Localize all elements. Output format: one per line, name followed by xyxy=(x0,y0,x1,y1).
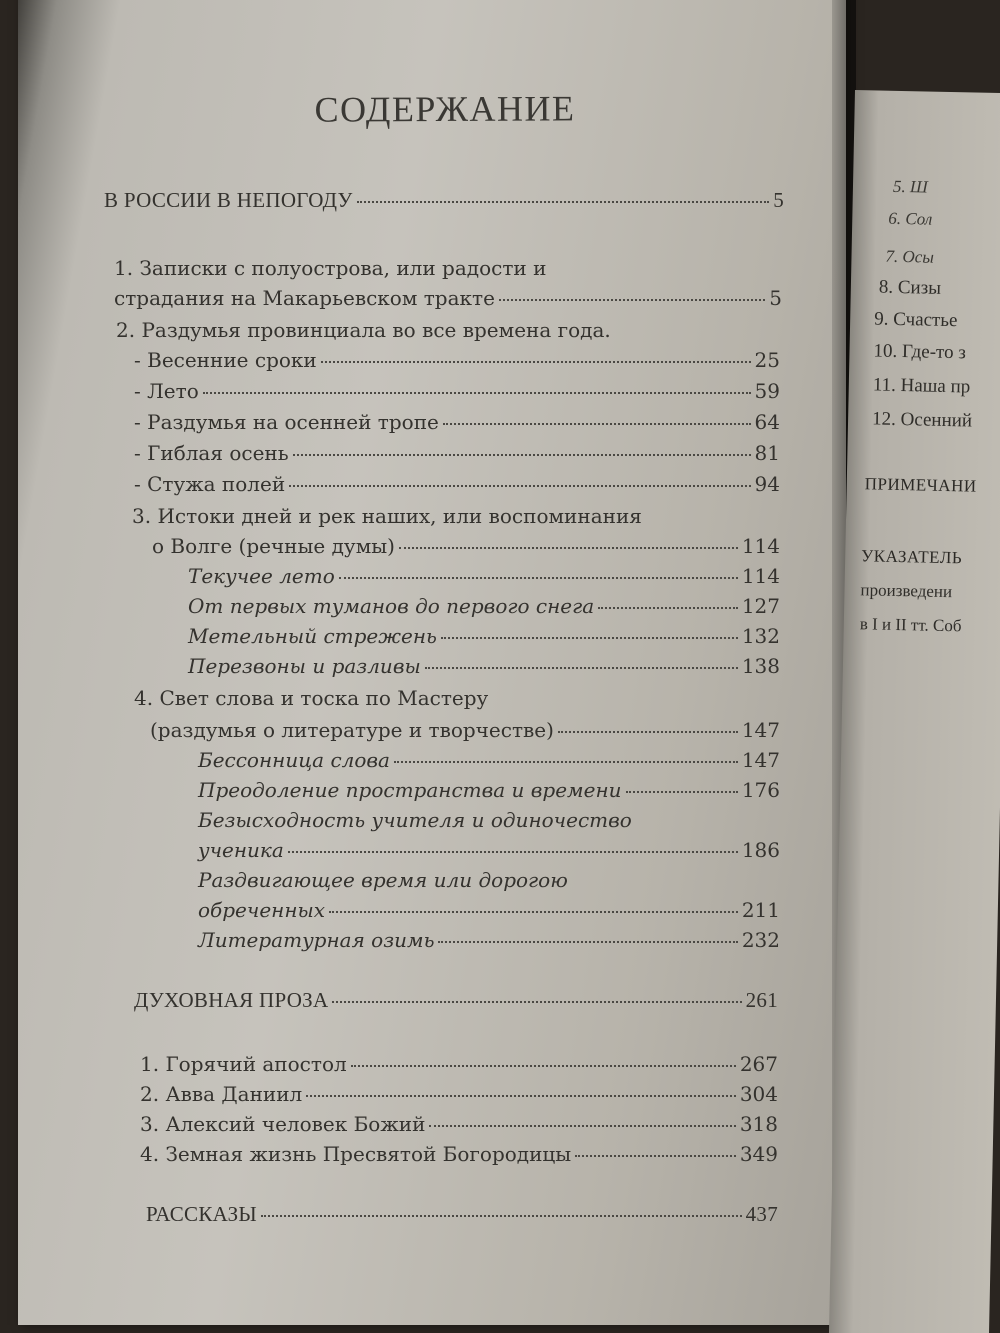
toc-page-number: 25 xyxy=(754,348,780,372)
toc-entry xyxy=(198,748,780,772)
right-page-item: 8. Сизы xyxy=(878,276,942,299)
toc-leader-dots xyxy=(394,760,738,763)
toc-entry-text: Текучее лето xyxy=(188,564,335,588)
toc-entry-text: о Волге (речные думы) xyxy=(152,534,395,558)
toc-entry-text: - Лето xyxy=(134,379,199,403)
toc-page-number: 64 xyxy=(754,410,780,434)
toc-leader-dots xyxy=(321,360,751,363)
toc-page-number: 186 xyxy=(741,838,780,862)
toc-entry-text: - Стужа полей xyxy=(134,472,286,496)
toc-page-number: 5 xyxy=(769,286,782,310)
toc-section-entry xyxy=(134,988,778,1013)
toc-entry xyxy=(140,1052,778,1076)
toc-entry xyxy=(188,594,780,618)
toc-entry-text: 2. Раздумья провинциала во все времена года. xyxy=(116,318,611,342)
toc-leader-dots xyxy=(203,391,751,394)
toc-leader-dots xyxy=(575,1154,736,1157)
toc-page-number: 267 xyxy=(739,1052,778,1076)
toc-leader-dots xyxy=(558,730,738,733)
toc-leader-dots xyxy=(306,1094,736,1097)
toc-entry-text: От первых туманов до первого снега xyxy=(188,594,595,618)
toc-entry xyxy=(134,441,780,465)
toc-page-number: 211 xyxy=(741,898,780,922)
toc-entry-text: Литературная озимь xyxy=(198,928,435,952)
toc-page-number: 94 xyxy=(754,472,780,496)
toc-entry xyxy=(188,564,780,588)
toc-entry xyxy=(140,1142,778,1166)
toc-leader-dots xyxy=(499,298,765,301)
toc-entry xyxy=(198,928,780,952)
toc-leader-dots xyxy=(443,422,751,425)
right-page-notes-heading: ПРИМЕЧАНИ xyxy=(864,474,977,496)
toc-entry-text: 1. Записки с полуострова, или радости и xyxy=(114,256,547,280)
toc-page-number: 132 xyxy=(741,624,780,648)
toc-page-number: 147 xyxy=(741,748,780,772)
toc-leader-dots xyxy=(441,636,738,639)
toc-page-number: 147 xyxy=(741,718,780,742)
toc-entry-text: 2. Авва Даниил xyxy=(140,1082,303,1106)
toc-entry-text: - Гиблая осень xyxy=(134,441,289,465)
toc-entry-text: (раздумья о литературе и творчестве) xyxy=(150,718,554,742)
page-title: СОДЕРЖАНИЕ xyxy=(314,88,576,130)
toc-entry xyxy=(188,654,780,678)
toc-leader-dots xyxy=(429,1124,735,1127)
right-page-item: 9. Счастье xyxy=(873,308,958,332)
toc-entry-text: Метельный стрежень xyxy=(188,624,437,648)
toc-section-entry xyxy=(104,188,784,213)
toc-page-number: 261 xyxy=(745,988,778,1012)
toc-entry-text: РАССКАЗЫ xyxy=(146,1202,258,1226)
toc-entry xyxy=(134,348,780,372)
toc-leader-dots xyxy=(438,940,737,943)
toc-entry xyxy=(140,1082,778,1106)
toc-leader-dots xyxy=(261,1214,742,1217)
toc-page-number: 127 xyxy=(741,594,780,618)
toc-entry-text: Перезвоны и разливы xyxy=(188,654,421,678)
toc-entry-text: Преодоление пространства и времени xyxy=(198,778,622,802)
toc-entry xyxy=(198,778,780,802)
toc-section-entry xyxy=(146,1202,778,1227)
toc-page-number: 232 xyxy=(741,928,780,952)
toc-entry-text: обреченных xyxy=(198,898,326,922)
toc-entry-text: 4. Земная жизнь Пресвятой Богородицы xyxy=(140,1142,572,1166)
book-right-page xyxy=(829,90,1000,1333)
right-page-index-line: в I и II тт. Соб xyxy=(859,614,962,636)
toc-entry-text: Раздвигающее время или дорогою xyxy=(198,868,568,892)
toc-page-number: 114 xyxy=(741,534,780,558)
toc-entry xyxy=(198,898,780,922)
toc-entry-text: Бессонница слова xyxy=(198,748,390,772)
right-page-index-line: произведени xyxy=(860,580,953,602)
toc-entry xyxy=(134,379,780,403)
toc-page-number: 5 xyxy=(773,188,784,212)
toc-leader-dots xyxy=(293,453,751,456)
toc-entry xyxy=(188,624,780,648)
toc-entry xyxy=(150,718,780,742)
toc-entry-text: 3. Истоки дней и рек наших, или воспоминания xyxy=(132,504,642,528)
toc-entry-text: - Раздумья на осенней тропе xyxy=(134,410,439,434)
toc-page-number: 349 xyxy=(739,1142,778,1166)
toc-leader-dots xyxy=(329,910,738,913)
toc-page-number: 59 xyxy=(754,379,780,403)
right-page-item: 6. Сол xyxy=(888,208,933,229)
toc-page-number: 81 xyxy=(754,441,780,465)
toc-entry-text: 1. Горячий апостол xyxy=(140,1052,347,1076)
toc-leader-dots xyxy=(357,200,770,203)
toc-leader-dots xyxy=(339,576,738,579)
right-page-item: 7. Осы xyxy=(885,246,935,267)
toc-page-number: 437 xyxy=(745,1202,778,1226)
toc-entry xyxy=(134,410,780,434)
toc-entry-text: - Весенние сроки xyxy=(134,348,317,372)
toc-leader-dots xyxy=(399,546,738,549)
right-page-item: 5. Ш xyxy=(892,176,928,197)
toc-leader-dots xyxy=(626,790,738,793)
toc-entry-text: Безысходность учителя и одиночество xyxy=(198,808,632,832)
toc-leader-dots xyxy=(351,1064,736,1067)
toc-entry xyxy=(198,838,780,862)
toc-page-number: 114 xyxy=(741,564,780,588)
toc-entry-text: 4. Свет слова и тоска по Мастеру xyxy=(134,686,489,710)
toc-leader-dots xyxy=(425,666,738,669)
toc-entry-text: страдания на Макарьевском тракте xyxy=(114,286,495,310)
right-page-item: 12. Осенний xyxy=(871,408,973,432)
toc-entry xyxy=(140,1112,778,1136)
toc-leader-dots xyxy=(289,484,750,487)
toc-leader-dots xyxy=(598,606,738,609)
toc-entry-text: ученика xyxy=(198,838,284,862)
toc-page-number: 304 xyxy=(739,1082,778,1106)
right-page-item: 10. Где-то з xyxy=(873,340,967,364)
right-page-item: 11. Наша пр xyxy=(872,374,971,398)
toc-leader-dots xyxy=(332,1000,741,1003)
toc-entry xyxy=(134,472,780,496)
toc-entry-text: ДУХОВНАЯ ПРОЗА xyxy=(134,988,329,1012)
toc-leader-dots xyxy=(288,850,738,853)
toc-page-number: 138 xyxy=(741,654,780,678)
toc-entry xyxy=(152,534,780,558)
toc-page-number: 176 xyxy=(741,778,780,802)
right-page-index-heading: УКАЗАТЕЛЬ xyxy=(861,546,963,568)
toc-entry-text: В РОССИИ В НЕПОГОДУ xyxy=(104,188,353,212)
toc-page-number: 318 xyxy=(739,1112,778,1136)
toc-entry-text: 3. Алексий человек Божий xyxy=(140,1112,426,1136)
toc-entry xyxy=(114,286,782,310)
